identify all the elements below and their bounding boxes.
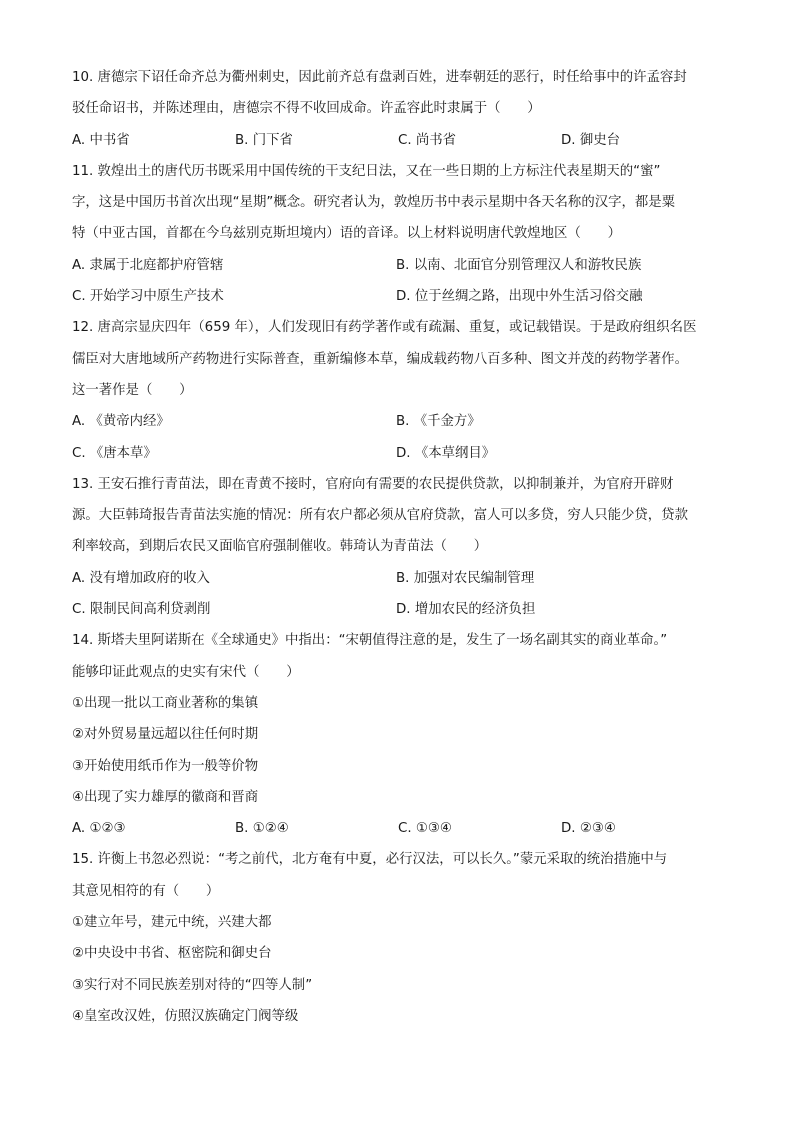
option-c: C. ①③④ (398, 821, 452, 837)
option-a: A. 中书省 (72, 132, 130, 148)
question-stem-line: 11. 敦煌出土的唐代历书既采用中国传统的干支纪日法，又在一些日期的上方标注代表星期天的“蜜” (72, 163, 661, 179)
question-stem-line: 12. 唐高宗显庆四年（659 年），人们发现旧有药学著作或有疏漏、重复，或记载错误。于是政府组织名医 (72, 320, 697, 336)
options-row (72, 406, 732, 437)
numbered-statement: ①出现一批以工商业著称的集镇 (72, 695, 259, 711)
question-stem-line: 能够印证此观点的史实有宋代（ ） (72, 664, 300, 680)
option-d: D. 位于丝绸之路，出现中外生活习俗交融 (396, 289, 643, 305)
question-13 (72, 469, 732, 625)
options-row (72, 281, 732, 312)
option-b: B. ①②④ (235, 821, 289, 837)
options-row (72, 813, 732, 844)
option-b: B. 门下省 (235, 132, 293, 148)
option-d: D. 《本草纲目》 (396, 445, 496, 461)
numbered-statement: ④出现了实力雄厚的徽商和晋商 (72, 789, 259, 805)
question-stem-line: 15. 许衡上书忽必烈说：“考之前代，北方奄有中夏，必行汉法，可以长久。”蒙元采取的统治措施中与 (72, 852, 668, 868)
option-c: C. 尚书省 (398, 132, 457, 148)
question-stem-line: 利率较高，到期后农民又面临官府强制催收。韩琦认为青苗法（ ） (72, 539, 488, 555)
question-stem-line: 源。大臣韩琦报告青苗法实施的情况：所有农户都必须从官府贷款，富人可以多贷，穷人只能少贷，贷款 (72, 508, 688, 524)
option-a: A. 《黄帝内经》 (72, 414, 170, 430)
option-d: D. 增加农民的经济负担 (396, 602, 536, 618)
option-c: C. 限制民间高利贷剥削 (72, 602, 211, 618)
option-b: B. 以南、北面官分别管理汉人和游牧民族 (396, 257, 642, 273)
options-row (72, 594, 732, 625)
question-10 (72, 62, 732, 156)
numbered-statement: ④皇室改汉姓，仿照汉族确定门阀等级 (72, 1008, 299, 1024)
options-row (72, 438, 732, 469)
option-a: A. 没有增加政府的收入 (72, 570, 210, 586)
question-stem-line: 14. 斯塔夫里阿诺斯在《全球通史》中指出：“宋朝值得注意的是，发生了一场名副其实的商业革命。” (72, 633, 668, 649)
numbered-statement: ②对外贸易量远超以往任何时期 (72, 727, 259, 743)
options-row (72, 563, 732, 594)
option-d: D. ②③④ (561, 821, 616, 837)
question-stem-line: 驳任命诏书，并陈述理由，唐德宗不得不收回成命。许孟容此时隶属于（ ） (72, 101, 541, 117)
option-d: D. 御史台 (561, 132, 620, 148)
option-b: B. 《千金方》 (396, 414, 481, 430)
options-row (72, 125, 732, 156)
numbered-statement: ③实行对不同民族差别对待的“四等人制” (72, 977, 313, 993)
question-stem-line: 其意见相符的有（ ） (72, 883, 220, 899)
question-stem-line: 字，这是中国历书首次出现“星期”概念。研究者认为，敦煌历书中表示星期中各天名称的汉字，都是粟 (72, 195, 676, 211)
question-stem-line: 10. 唐德宗下诏任命齐总为衢州刺史，因此前齐总有盘剥百姓，进奉朝廷的恶行，时任给事中的许孟容封 (72, 70, 687, 85)
option-b: B. 加强对农民编制管理 (396, 570, 535, 586)
numbered-statement: ③开始使用纸币作为一般等价物 (72, 758, 259, 774)
question-11 (72, 156, 732, 312)
question-stem-line: 儒臣对大唐地域所产药物进行实际普查，重新编修本草，编成载药物八百多种、图文并茂的药物学著作。 (72, 351, 688, 367)
option-a: A. ①②③ (72, 821, 126, 837)
question-15 (72, 844, 732, 1032)
option-a: A. 隶属于北庭都护府管辖 (72, 257, 224, 273)
exam-page (72, 62, 732, 1032)
question-stem-line: 这一著作是（ ） (72, 382, 193, 398)
numbered-statement: ①建立年号，建元中统，兴建大都 (72, 915, 272, 931)
options-row (72, 250, 732, 281)
numbered-statement: ②中央设中书省、枢密院和御史台 (72, 946, 272, 962)
question-12 (72, 312, 732, 468)
question-stem-line: 13. 王安石推行青苗法，即在青黄不接时，官府向有需要的农民提供贷款，以抑制兼并，为官府开辟财 (72, 476, 674, 492)
option-c: C. 《唐本草》 (72, 445, 157, 461)
question-stem-line: 特（中亚古国，首都在今乌兹别克斯坦境内）语的音译。以上材料说明唐代敦煌地区（ ） (72, 226, 622, 242)
question-14 (72, 625, 732, 844)
option-c: C. 开始学习中原生产技术 (72, 289, 224, 305)
